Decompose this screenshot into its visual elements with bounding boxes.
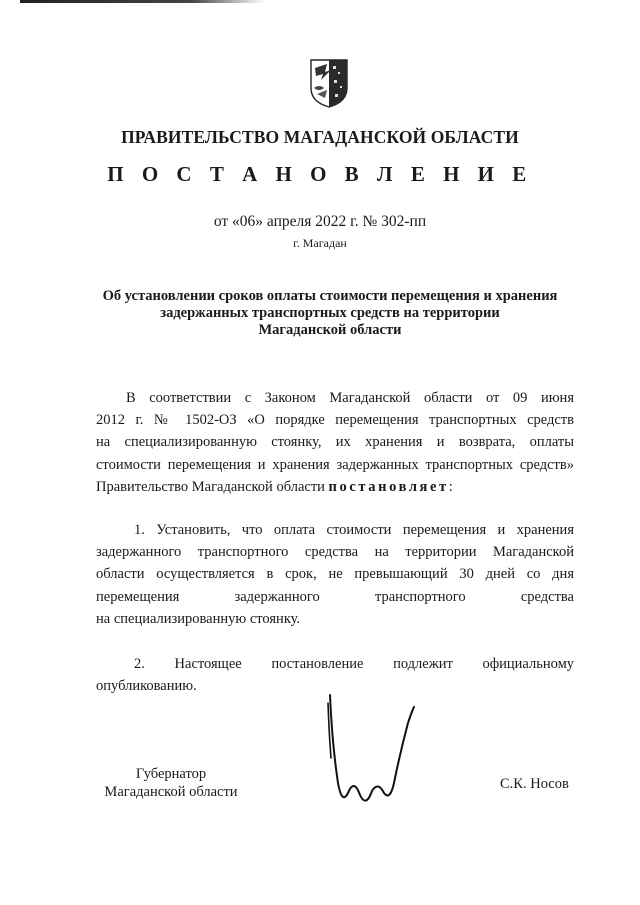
item-1-paragraph — [96, 519, 574, 630]
preamble-tail: Правительство Магаданской области — [96, 478, 325, 495]
preamble-line: на специализированную стоянку, их хранения и возврата, оплаты — [96, 434, 574, 451]
decree-colon: : — [448, 478, 453, 495]
item-1-line: 1. Установить, что оплата стоимости перемещения и хранения — [134, 522, 574, 538]
signatory-position — [96, 765, 246, 801]
subject-line: Магаданской области — [258, 322, 402, 338]
item-1-line: перемещения задержанного транспортного средства — [96, 588, 574, 605]
preamble-line: стоимости перемещения и хранения задержанных транспортных средств» — [96, 456, 574, 473]
coat-of-arms-emblem — [307, 58, 351, 108]
signatory-name: С.К. Носов — [500, 776, 569, 792]
item-1-line: задержанного транспортного средства на территории Магаданской — [96, 544, 574, 561]
preamble-line: 2012 г. № 1502-ОЗ «О порядке перемещения транспортных средств — [96, 412, 574, 429]
document-city: г. Магадан — [293, 236, 347, 250]
decree-word: постановляет — [328, 478, 449, 495]
subject-line: Об установлении сроков оплаты стоимости перемещения и хранения — [102, 288, 558, 304]
preamble-paragraph — [96, 387, 574, 498]
document-date-number: от «06» апреля 2022 г. № 302-пп — [213, 213, 427, 230]
preamble-line: В соответствии с Законом Магаданской области от 09 июня — [126, 390, 574, 406]
item-2-line: 2. Настоящее постановление подлежит официальному — [134, 656, 574, 672]
scan-edge-mark — [20, 0, 265, 3]
item-1-line: на специализированную стоянку. — [96, 610, 301, 627]
item-1-line: области осуществляется в срок, не превышающий 30 дней со дня — [96, 566, 574, 583]
document-subject — [80, 288, 580, 339]
item-2-line: опубликованию. — [96, 678, 197, 695]
signatory-title: Губернатор — [135, 766, 207, 782]
preamble-line-last — [96, 476, 574, 498]
government-title: ПРАВИТЕЛЬСТВО МАГАДАНСКОЙ ОБЛАСТИ — [121, 127, 519, 147]
document-type: П О С Т А Н О В Л Е Н И Е — [107, 162, 533, 186]
handwritten-signature — [318, 683, 428, 813]
signatory-region: Магаданской области — [104, 784, 238, 800]
subject-line: задержанных транспортных средств на территории — [160, 305, 500, 321]
